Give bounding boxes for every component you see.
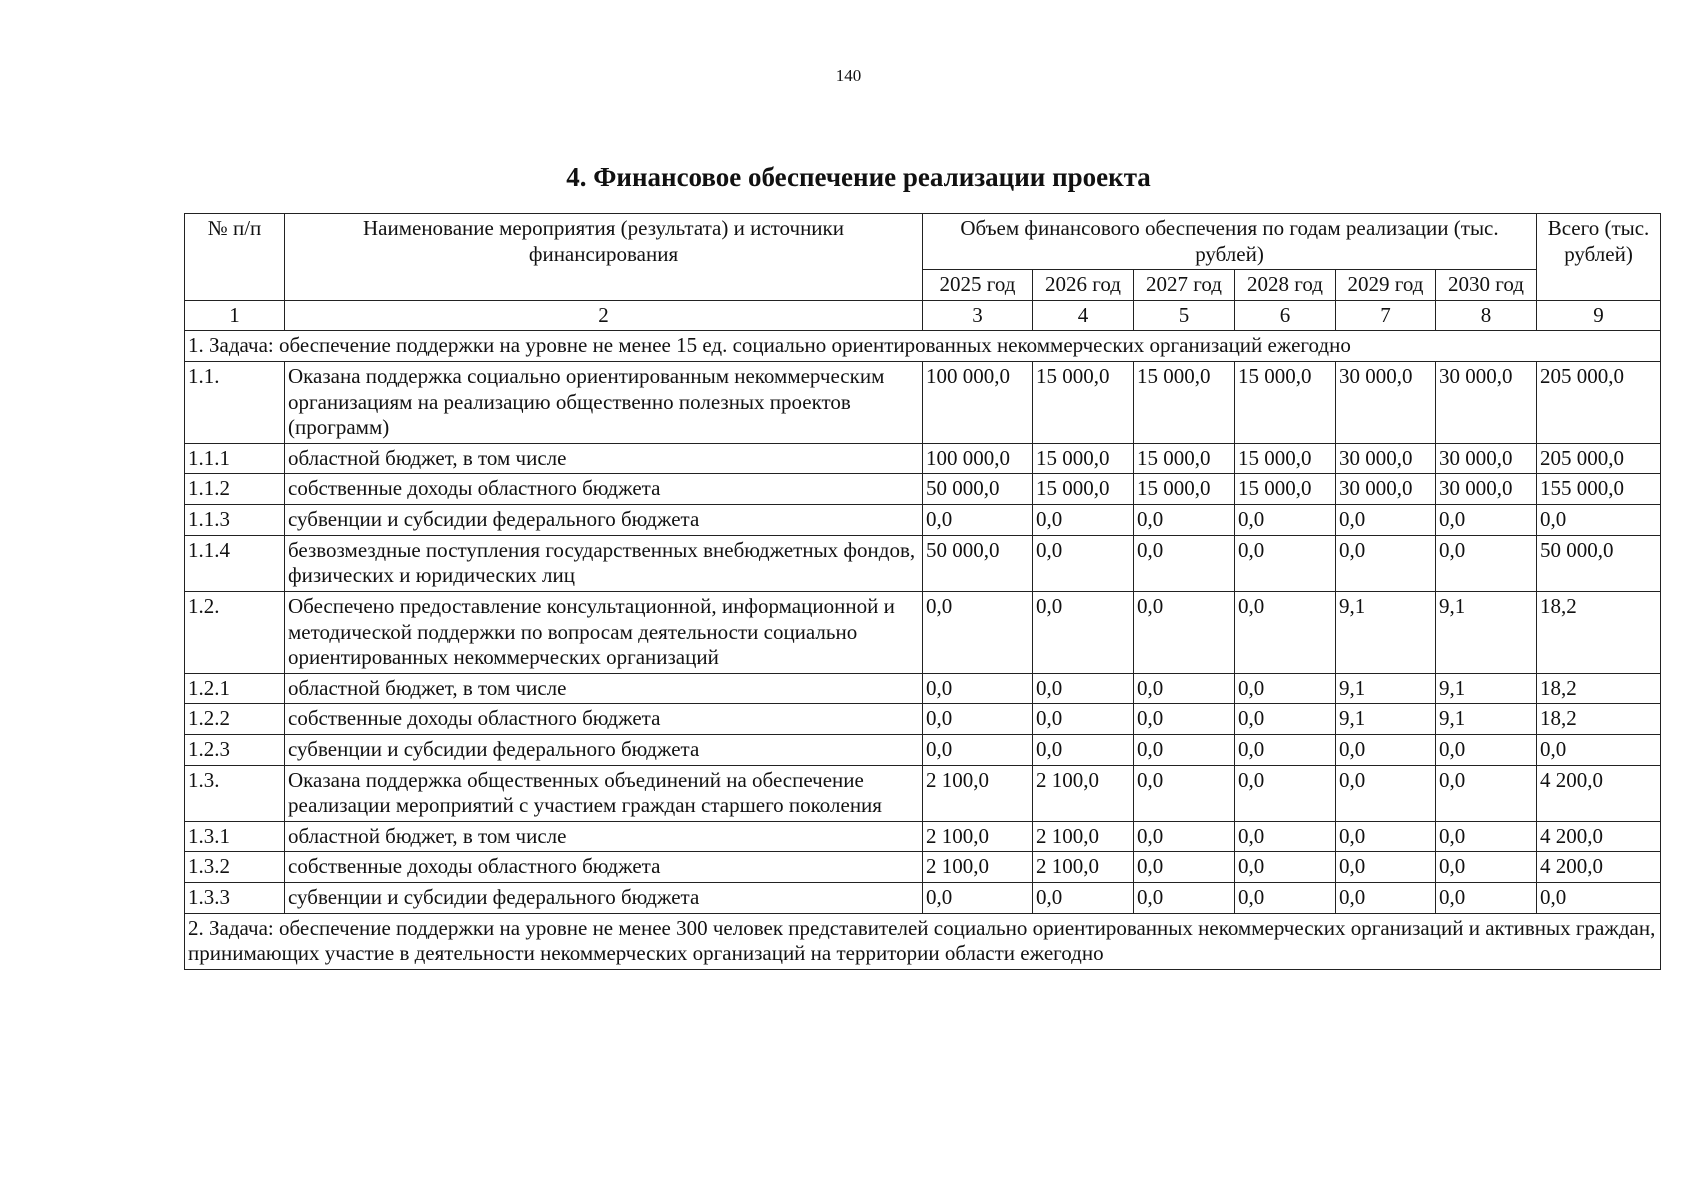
- table-row: [185, 821, 1661, 852]
- row-total-value: 4 200,0: [1537, 821, 1661, 852]
- row-activity-name: безвозмездные поступления государственных внебюджетных фондов, физических и юридических лиц: [285, 535, 923, 591]
- column-number: 5: [1134, 300, 1235, 331]
- row-activity-name: областной бюджет, в том числе: [285, 821, 923, 852]
- row-year-value: 0,0: [1134, 535, 1235, 591]
- task-2-text: 2. Задача: обеспечение поддержки на уровне не менее 300 человек представителей социально ориентированных некоммерческих организаций и активных граждан, принимающих участие в деятельности некоммерческих организаций на территории области ежегодно: [185, 913, 1661, 969]
- row-total-value: 205 000,0: [1537, 362, 1661, 444]
- row-year-value: 0,0: [1134, 591, 1235, 673]
- row-year-value: 9,1: [1436, 673, 1537, 704]
- row-year-value: 0,0: [1235, 673, 1336, 704]
- task-1-text: 1. Задача: обеспечение поддержки на уровне не менее 15 ед. социально ориентированных некоммерческих организаций ежегодно: [185, 331, 1661, 362]
- task-row: [185, 331, 1661, 362]
- row-number: 1.1.3: [185, 505, 285, 536]
- column-number: 6: [1235, 300, 1336, 331]
- row-activity-name: собственные доходы областного бюджета: [285, 474, 923, 505]
- row-activity-name: собственные доходы областного бюджета: [285, 704, 923, 735]
- header-funding-volume: Объем финансового обеспечения по годам реализации (тыс. рублей): [923, 214, 1537, 270]
- header-number: № п/п: [185, 214, 285, 301]
- row-year-value: 15 000,0: [1235, 362, 1336, 444]
- column-number: 7: [1336, 300, 1436, 331]
- row-number: 1.1.4: [185, 535, 285, 591]
- row-year-value: 0,0: [1436, 734, 1537, 765]
- row-number: 1.2.1: [185, 673, 285, 704]
- row-activity-name: субвенции и субсидии федерального бюджета: [285, 734, 923, 765]
- row-year-value: 0,0: [1033, 591, 1134, 673]
- row-year-value: 0,0: [1134, 704, 1235, 735]
- row-year-value: 50 000,0: [923, 474, 1033, 505]
- row-year-value: 100 000,0: [923, 362, 1033, 444]
- row-year-value: 15 000,0: [1033, 443, 1134, 474]
- row-activity-name: областной бюджет, в том числе: [285, 443, 923, 474]
- row-year-value: 30 000,0: [1436, 362, 1537, 444]
- table-row: [185, 765, 1661, 821]
- column-number: 2: [285, 300, 923, 331]
- row-year-value: 2 100,0: [923, 765, 1033, 821]
- row-year-value: 0,0: [923, 734, 1033, 765]
- financing-table: [184, 213, 1661, 970]
- row-year-value: 0,0: [1436, 535, 1537, 591]
- row-year-value: 30 000,0: [1436, 443, 1537, 474]
- header-year: 2027 год: [1134, 270, 1235, 301]
- row-number: 1.3.2: [185, 852, 285, 883]
- row-year-value: 0,0: [923, 591, 1033, 673]
- row-year-value: 0,0: [1134, 734, 1235, 765]
- section-title: 4. Финансовое обеспечение реализации проекта: [566, 162, 1151, 192]
- row-activity-name: Оказана поддержка общественных объединений на обеспечение реализации мероприятий с участием граждан старшего поколения: [285, 765, 923, 821]
- table-row: [185, 474, 1661, 505]
- row-year-value: 0,0: [1235, 821, 1336, 852]
- row-number: 1.2.2: [185, 704, 285, 735]
- row-year-value: 0,0: [1235, 591, 1336, 673]
- row-year-value: 0,0: [1436, 883, 1537, 914]
- row-year-value: 0,0: [1235, 704, 1336, 735]
- row-year-value: 100 000,0: [923, 443, 1033, 474]
- row-number: 1.1.2: [185, 474, 285, 505]
- row-year-value: 0,0: [923, 883, 1033, 914]
- row-year-value: 15 000,0: [1134, 474, 1235, 505]
- row-total-value: 205 000,0: [1537, 443, 1661, 474]
- table-row: [185, 704, 1661, 735]
- row-number: 1.1.1: [185, 443, 285, 474]
- row-year-value: 9,1: [1436, 704, 1537, 735]
- row-activity-name: Обеспечено предоставление консультационной, информационной и методической поддержки по вопросам деятельности социально ориентированных некоммерческих организаций: [285, 591, 923, 673]
- row-year-value: 0,0: [1033, 535, 1134, 591]
- table-row: [185, 591, 1661, 673]
- header-year: 2025 год: [923, 270, 1033, 301]
- row-year-value: 30 000,0: [1336, 443, 1436, 474]
- row-year-value: 2 100,0: [1033, 821, 1134, 852]
- row-total-value: 18,2: [1537, 673, 1661, 704]
- row-year-value: 0,0: [1336, 821, 1436, 852]
- task-row: [185, 913, 1661, 969]
- row-year-value: 30 000,0: [1336, 362, 1436, 444]
- row-year-value: 0,0: [1033, 734, 1134, 765]
- page-number: 140: [835, 66, 862, 85]
- row-year-value: 0,0: [1436, 821, 1537, 852]
- row-year-value: 9,1: [1436, 591, 1537, 673]
- row-number: 1.3.1: [185, 821, 285, 852]
- table-row: [185, 362, 1661, 444]
- row-number: 1.3.3: [185, 883, 285, 914]
- table-row: [185, 734, 1661, 765]
- header-total: Всего (тыс. рублей): [1537, 214, 1661, 301]
- table-row: [185, 883, 1661, 914]
- row-year-value: 0,0: [1033, 505, 1134, 536]
- row-year-value: 0,0: [1235, 505, 1336, 536]
- row-year-value: 0,0: [1436, 505, 1537, 536]
- row-year-value: 30 000,0: [1336, 474, 1436, 505]
- row-year-value: 0,0: [923, 704, 1033, 735]
- row-year-value: 15 000,0: [1033, 474, 1134, 505]
- row-year-value: 0,0: [1033, 673, 1134, 704]
- row-year-value: 0,0: [1336, 852, 1436, 883]
- row-year-value: 0,0: [1436, 852, 1537, 883]
- row-year-value: 0,0: [1235, 734, 1336, 765]
- row-year-value: 0,0: [923, 505, 1033, 536]
- row-year-value: 0,0: [1436, 765, 1537, 821]
- row-activity-name: субвенции и субсидии федерального бюджета: [285, 883, 923, 914]
- row-year-value: 30 000,0: [1436, 474, 1537, 505]
- row-year-value: 0,0: [1336, 883, 1436, 914]
- column-number: 3: [923, 300, 1033, 331]
- row-year-value: 0,0: [1336, 535, 1436, 591]
- row-year-value: 0,0: [1336, 765, 1436, 821]
- row-year-value: 0,0: [1134, 852, 1235, 883]
- row-year-value: 2 100,0: [1033, 852, 1134, 883]
- row-total-value: 4 200,0: [1537, 852, 1661, 883]
- row-activity-name: Оказана поддержка социально ориентированным некоммерческим организациям на реализацию общественно полезных проектов (программ): [285, 362, 923, 444]
- header-year: 2030 год: [1436, 270, 1537, 301]
- row-year-value: 0,0: [1336, 505, 1436, 536]
- row-year-value: 0,0: [1134, 673, 1235, 704]
- row-activity-name: областной бюджет, в том числе: [285, 673, 923, 704]
- row-year-value: 15 000,0: [1235, 474, 1336, 505]
- row-year-value: 9,1: [1336, 591, 1436, 673]
- row-total-value: 0,0: [1537, 505, 1661, 536]
- row-year-value: 0,0: [1235, 765, 1336, 821]
- row-year-value: 0,0: [923, 673, 1033, 704]
- row-total-value: 18,2: [1537, 591, 1661, 673]
- row-total-value: 155 000,0: [1537, 474, 1661, 505]
- column-number: 1: [185, 300, 285, 331]
- header-year: 2026 год: [1033, 270, 1134, 301]
- row-year-value: 0,0: [1235, 535, 1336, 591]
- row-activity-name: субвенции и субсидии федерального бюджета: [285, 505, 923, 536]
- row-year-value: 50 000,0: [923, 535, 1033, 591]
- row-number: 1.2.3: [185, 734, 285, 765]
- row-year-value: 2 100,0: [923, 852, 1033, 883]
- row-year-value: 0,0: [1134, 883, 1235, 914]
- row-number: 1.1.: [185, 362, 285, 444]
- column-number: 8: [1436, 300, 1537, 331]
- row-year-value: 2 100,0: [1033, 765, 1134, 821]
- column-number: 4: [1033, 300, 1134, 331]
- table-row: [185, 535, 1661, 591]
- row-year-value: 9,1: [1336, 704, 1436, 735]
- row-number: 1.2.: [185, 591, 285, 673]
- row-year-value: 15 000,0: [1134, 362, 1235, 444]
- row-year-value: 0,0: [1336, 734, 1436, 765]
- row-year-value: 0,0: [1033, 704, 1134, 735]
- row-year-value: 0,0: [1134, 505, 1235, 536]
- row-total-value: 50 000,0: [1537, 535, 1661, 591]
- row-year-value: 15 000,0: [1033, 362, 1134, 444]
- row-total-value: 0,0: [1537, 883, 1661, 914]
- row-year-value: 0,0: [1033, 883, 1134, 914]
- row-year-value: 0,0: [1235, 852, 1336, 883]
- row-year-value: 15 000,0: [1235, 443, 1336, 474]
- row-activity-name: собственные доходы областного бюджета: [285, 852, 923, 883]
- row-year-value: 0,0: [1134, 821, 1235, 852]
- row-year-value: 9,1: [1336, 673, 1436, 704]
- row-total-value: 4 200,0: [1537, 765, 1661, 821]
- row-year-value: 0,0: [1235, 883, 1336, 914]
- table-row: [185, 673, 1661, 704]
- table-row: [185, 852, 1661, 883]
- column-numbering-row: [185, 300, 1661, 331]
- row-number: 1.3.: [185, 765, 285, 821]
- header-activity-name: Наименование мероприятия (результата) и источники финансирования: [285, 214, 923, 301]
- row-year-value: 15 000,0: [1134, 443, 1235, 474]
- row-total-value: 0,0: [1537, 734, 1661, 765]
- table-row: [185, 505, 1661, 536]
- row-year-value: 2 100,0: [923, 821, 1033, 852]
- row-total-value: 18,2: [1537, 704, 1661, 735]
- header-year: 2028 год: [1235, 270, 1336, 301]
- table-row: [185, 443, 1661, 474]
- header-year: 2029 год: [1336, 270, 1436, 301]
- row-year-value: 0,0: [1134, 765, 1235, 821]
- column-number: 9: [1537, 300, 1661, 331]
